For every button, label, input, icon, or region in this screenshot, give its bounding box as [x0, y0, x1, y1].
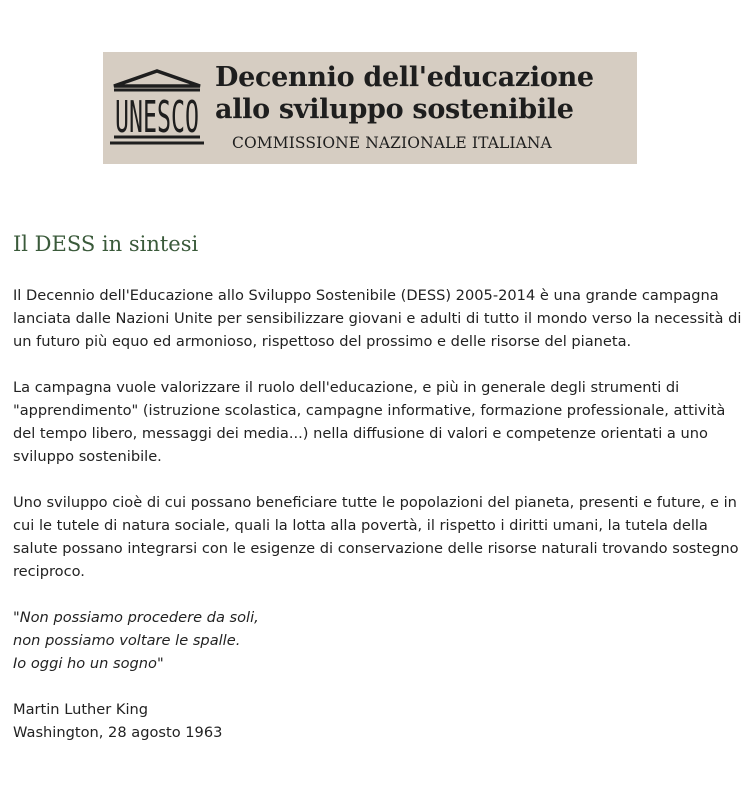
paragraph: Il Decennio dell'Educazione allo Sviluppo Sostenibile (DESS) 2005-2014 è una grande campagna lanciata dalle Nazioni Unite per sensibilizzare giovani e adulti di tutto il mondo verso la necessità di un futuro più equo ed armonioso, rispettoso del prossimo e delle risorse del pianeta. — [13, 287, 742, 350]
signature — [13, 698, 743, 744]
banner-title-line1: Decennio dell'educazione — [215, 62, 594, 93]
logo-text: UNESCO — [115, 92, 199, 143]
unesco-banner — [103, 52, 637, 164]
quote-line: non possiamo voltare le spalle. — [13, 632, 241, 649]
signature-author: Martin Luther King — [13, 701, 149, 718]
unesco-logo — [109, 68, 205, 150]
banner-subtitle: COMMISSIONE NAZIONALE ITALIANA — [232, 134, 552, 152]
paragraph: La campagna vuole valorizzare il ruolo dell'educazione, e più in generale degli strumenti di "apprendimento" (istruzione scolastica, campagne informative, formazione professionale, attività del tempo libero, messaggi dei media...) nella diffusione di valori e competenze orientati a uno sviluppo sostenibile. — [13, 379, 726, 465]
paragraph: Uno sviluppo cioè di cui possano beneficiare tutte le popolazioni del pianeta, presenti e future, e in cui le tutele di natura sociale, quali la lotta alla povertà, il rispetto i diritti umani, la tutela della salute possano integrarsi con le esigenze di conservazione delle risorse naturali trovando sostegno reciproco. — [13, 494, 739, 580]
quote-line: "Non possiamo procedere da soli, — [13, 609, 259, 626]
signature-place-date: Washington, 28 agosto 1963 — [13, 724, 223, 741]
banner-title-line2: allo sviluppo sostenibile — [215, 94, 574, 125]
quote — [13, 606, 743, 675]
article-body — [13, 284, 743, 767]
quote-line: Io oggi ho un sogno" — [13, 655, 164, 672]
page-title: Il DESS in sintesi — [13, 232, 199, 256]
